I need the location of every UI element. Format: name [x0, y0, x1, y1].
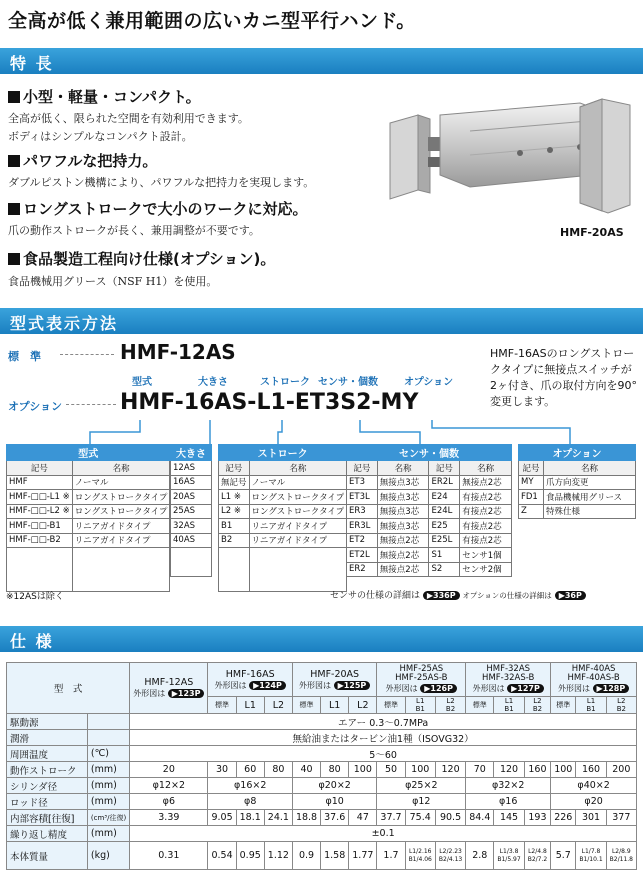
- spec-model-6: HMF-40AS HMF-40AS-B 外形図は ▶128P: [551, 663, 637, 697]
- sensor-page-link[interactable]: ▶336P: [423, 591, 460, 600]
- model-label: 型 式: [7, 663, 130, 714]
- spec-row-bore: シリンダ径 (mm) φ12×2 φ16×2 φ20×2 φ25×2 φ32×2 φ40×2: [7, 778, 637, 794]
- model-example-note: HMF-16ASのロングストロークタイプに無接点スイッチが2ヶ付き、爪の取付方向を90°変更します。: [490, 347, 638, 408]
- leader-line: [60, 354, 114, 355]
- table-row: Z 特殊仕様: [519, 504, 636, 519]
- feature-1-desc-1: 全高が低く、限られた空間を有効利用できます。: [8, 112, 249, 125]
- dimension-link-40[interactable]: ▶128P: [593, 684, 630, 693]
- sub-header-row: 標準 L1 L2 標準 L1 L2 標準 L1 B1 L2 B2 標準 L1 B1 L2 B2 標準 L1 B1 L2 B2: [7, 697, 637, 714]
- table-row: 25AS: [171, 504, 212, 519]
- part-code-sensor: ET3S2: [294, 390, 372, 415]
- table-row: L1 ※ ロングストロークタイプ: [219, 490, 347, 505]
- opt-label: オプション: [8, 400, 63, 413]
- table-row: HMF-□□-L1 ※ ロングストロークタイプ: [7, 490, 170, 505]
- dimension-link-32[interactable]: ▶127P: [507, 684, 544, 693]
- spec-model-3: HMF-20AS 外形図は ▶125P: [292, 663, 376, 697]
- table-row: B1 リニアガイドタイプ: [219, 519, 347, 534]
- table-row: HMF ノーマル: [7, 475, 170, 490]
- square-bullet-icon: [8, 155, 20, 167]
- dimension-link-20[interactable]: ▶125P: [334, 681, 371, 690]
- square-bullet-icon: [8, 203, 20, 215]
- spec-row-lube: 潤滑 無給油またはタービン油1種（ISOVG32）: [7, 730, 637, 746]
- table-row: ET3 無接点3芯 ER2L 無接点2芯: [347, 475, 512, 490]
- part-code-size: 16AS: [183, 390, 248, 415]
- spec-model-4: HMF-25AS HMF-25AS-B 外形図は ▶126P: [377, 663, 466, 697]
- feature-4-title: 食品製造工程向け仕様(オプション)。: [8, 248, 275, 269]
- sensor-table-head: センサ・個数: [347, 445, 512, 461]
- feature-1-desc-2: ボディはシンプルなコンパクト設計。: [8, 130, 193, 143]
- table-row: 32AS: [171, 519, 212, 534]
- table-row: HMF-□□-L2 ※ ロングストロークタイプ: [7, 504, 170, 519]
- dimension-link-25[interactable]: ▶126P: [420, 684, 457, 693]
- spec-model-2: HMF-16AS 外形図は ▶124P: [208, 663, 292, 697]
- spec-row-repeat: 繰り返し精度 (mm) ±0.1: [7, 826, 637, 842]
- table-row: ER3L 無接点3芯 E25 有接点2芯: [347, 519, 512, 534]
- option-page-link[interactable]: ▶36P: [555, 591, 586, 600]
- part-code-option: MY: [380, 390, 419, 415]
- model-section-bar: 型式表示方法: [0, 308, 643, 334]
- part-label-sensor: センサ・個数: [318, 377, 378, 388]
- table-row: ET2 無接点2芯 E25L 有接点2芯: [347, 533, 512, 548]
- feature-2-desc: ダブルピストン機構により、パワフルな把持力を実現します。: [8, 176, 315, 189]
- table-row: ER3 無接点3芯 E24L 有接点2芯: [347, 504, 512, 519]
- size-table: [170, 444, 212, 577]
- col-header: 名称: [377, 461, 429, 476]
- gripper-product-image: [380, 95, 635, 235]
- dimension-link-12[interactable]: ▶123P: [168, 689, 205, 698]
- part-label-stroke: ストローク: [260, 377, 310, 388]
- col-header: 名称: [543, 461, 635, 476]
- table-row: 無記号 ノーマル: [219, 475, 347, 490]
- table-row: ET3L 無接点3芯 E24 有接点2芯: [347, 490, 512, 505]
- table-row: HMF-□□-B1 リニアガイドタイプ: [7, 519, 170, 534]
- spec-section-bar: 仕 様: [0, 626, 643, 652]
- page-headline: 全高が低く兼用範囲の広いカニ型平行ハンド。: [8, 10, 416, 32]
- table-row: ET2L 無接点2芯 S1 センサ1個: [347, 548, 512, 563]
- option-model-code: HMF-16AS-L1-ET3S2-MY: [120, 390, 419, 415]
- part-code-stroke: L1: [256, 390, 286, 415]
- reference-links: センサの仕様の詳細は ▶336P オプションの仕様の詳細は ▶36P: [330, 588, 586, 601]
- feature-3-title: ロングストロークで大小のワークに対応。: [8, 198, 308, 219]
- dimension-link-16[interactable]: ▶124P: [249, 681, 286, 690]
- spec-row-stroke: 動作ストローク (mm) 20 30 60 80 40 80 100 50 100 120 70 120 160 100 160 200: [7, 762, 637, 778]
- sensor-table: [346, 444, 512, 577]
- col-header: 名称: [72, 461, 170, 476]
- table-row: MY 爪方向変更: [519, 475, 636, 490]
- square-bullet-icon: [8, 253, 20, 265]
- feature-3-desc: 爪の動作ストロークが長く、兼用調整が不要です。: [8, 224, 260, 237]
- leader-line: [66, 404, 116, 405]
- std-model-code: HMF-12AS: [120, 340, 236, 364]
- table-row: FD1 食品機械用グリース: [519, 490, 636, 505]
- option-table: [518, 444, 636, 519]
- spec-row-volume: 内部容積[往復] (cm³/往復) 3.39 9.05 18.1 24.1 18.8 37.6 47 37.7 75.4 90.5 84.4 145 193 226 301 377: [7, 810, 637, 826]
- std-label: 標 準: [8, 350, 41, 363]
- size-table-head: 大きさ: [171, 445, 212, 461]
- table-row: HMF-□□-B2 リニアガイドタイプ: [7, 533, 170, 548]
- table-row: B2 リニアガイドタイプ: [219, 533, 347, 548]
- spec-model-5: HMF-32AS HMF-32AS-B 外形図は ▶127P: [466, 663, 551, 697]
- option-table-head: オプション: [519, 445, 636, 461]
- part-code-type: HMF: [120, 390, 175, 415]
- table-row: ER2 無接点2芯 S2 センサ2個: [347, 562, 512, 577]
- photo-caption: HMF-20AS: [560, 226, 624, 239]
- part-label-option: オプション: [404, 377, 454, 388]
- spec-row-mass: 本体質量 (kg) 0.31 0.54 0.95 1.12 0.9 1.58 1.77 1.7 L1/2.16 B1/4.06 L2/2.23 B2/4.13 2.8 L1/3.8 B1/5.97 L2/4.8 B2/7.2 5.7 L1/7.8 B1/10.1 L2/8.9 B2/11.8: [7, 842, 637, 870]
- type-table: [6, 444, 170, 592]
- spec-model-1: HMF-12AS 外形図は ▶123P: [130, 663, 208, 714]
- square-bullet-icon: [8, 91, 20, 103]
- feature-4-desc: 食品機械用グリース（NSF H1）を使用。: [8, 275, 218, 288]
- spec-row-drive: 駆動源 エアー 0.3〜0.7MPa: [7, 714, 637, 730]
- col-header: 記号: [429, 461, 460, 476]
- spec-row-rod: ロッド径 (mm) φ6 φ8 φ10 φ12 φ16 φ20: [7, 794, 637, 810]
- features-section-bar: 特 長: [0, 48, 643, 74]
- table-row: 40AS: [171, 533, 212, 548]
- feature-2-title: パワフルな把持力。: [8, 150, 157, 171]
- feature-1-title: 小型・軽量・コンパクト。: [8, 86, 201, 107]
- table-row: 16AS: [171, 475, 212, 490]
- stroke-table-head: ストローク: [219, 445, 347, 461]
- type-table-head: 型式: [7, 445, 170, 461]
- footnote: ※12ASは除く: [6, 592, 64, 602]
- table-row: L2 ※ ロングストロークタイプ: [219, 504, 347, 519]
- part-label-size: 大きさ: [198, 377, 228, 388]
- table-row: 20AS: [171, 490, 212, 505]
- col-header: 記号: [219, 461, 250, 476]
- part-label-type: 型式: [132, 377, 152, 388]
- col-header: 記号: [519, 461, 544, 476]
- col-header: 名称: [249, 461, 347, 476]
- col-header: 名称: [460, 461, 512, 476]
- spec-table: [6, 662, 637, 870]
- col-header: 記号: [347, 461, 378, 476]
- spec-row-temp: 周囲温度 (℃) 5〜60: [7, 746, 637, 762]
- stroke-table: [218, 444, 347, 592]
- table-row: 12AS: [171, 461, 212, 476]
- col-header: 記号: [7, 461, 73, 476]
